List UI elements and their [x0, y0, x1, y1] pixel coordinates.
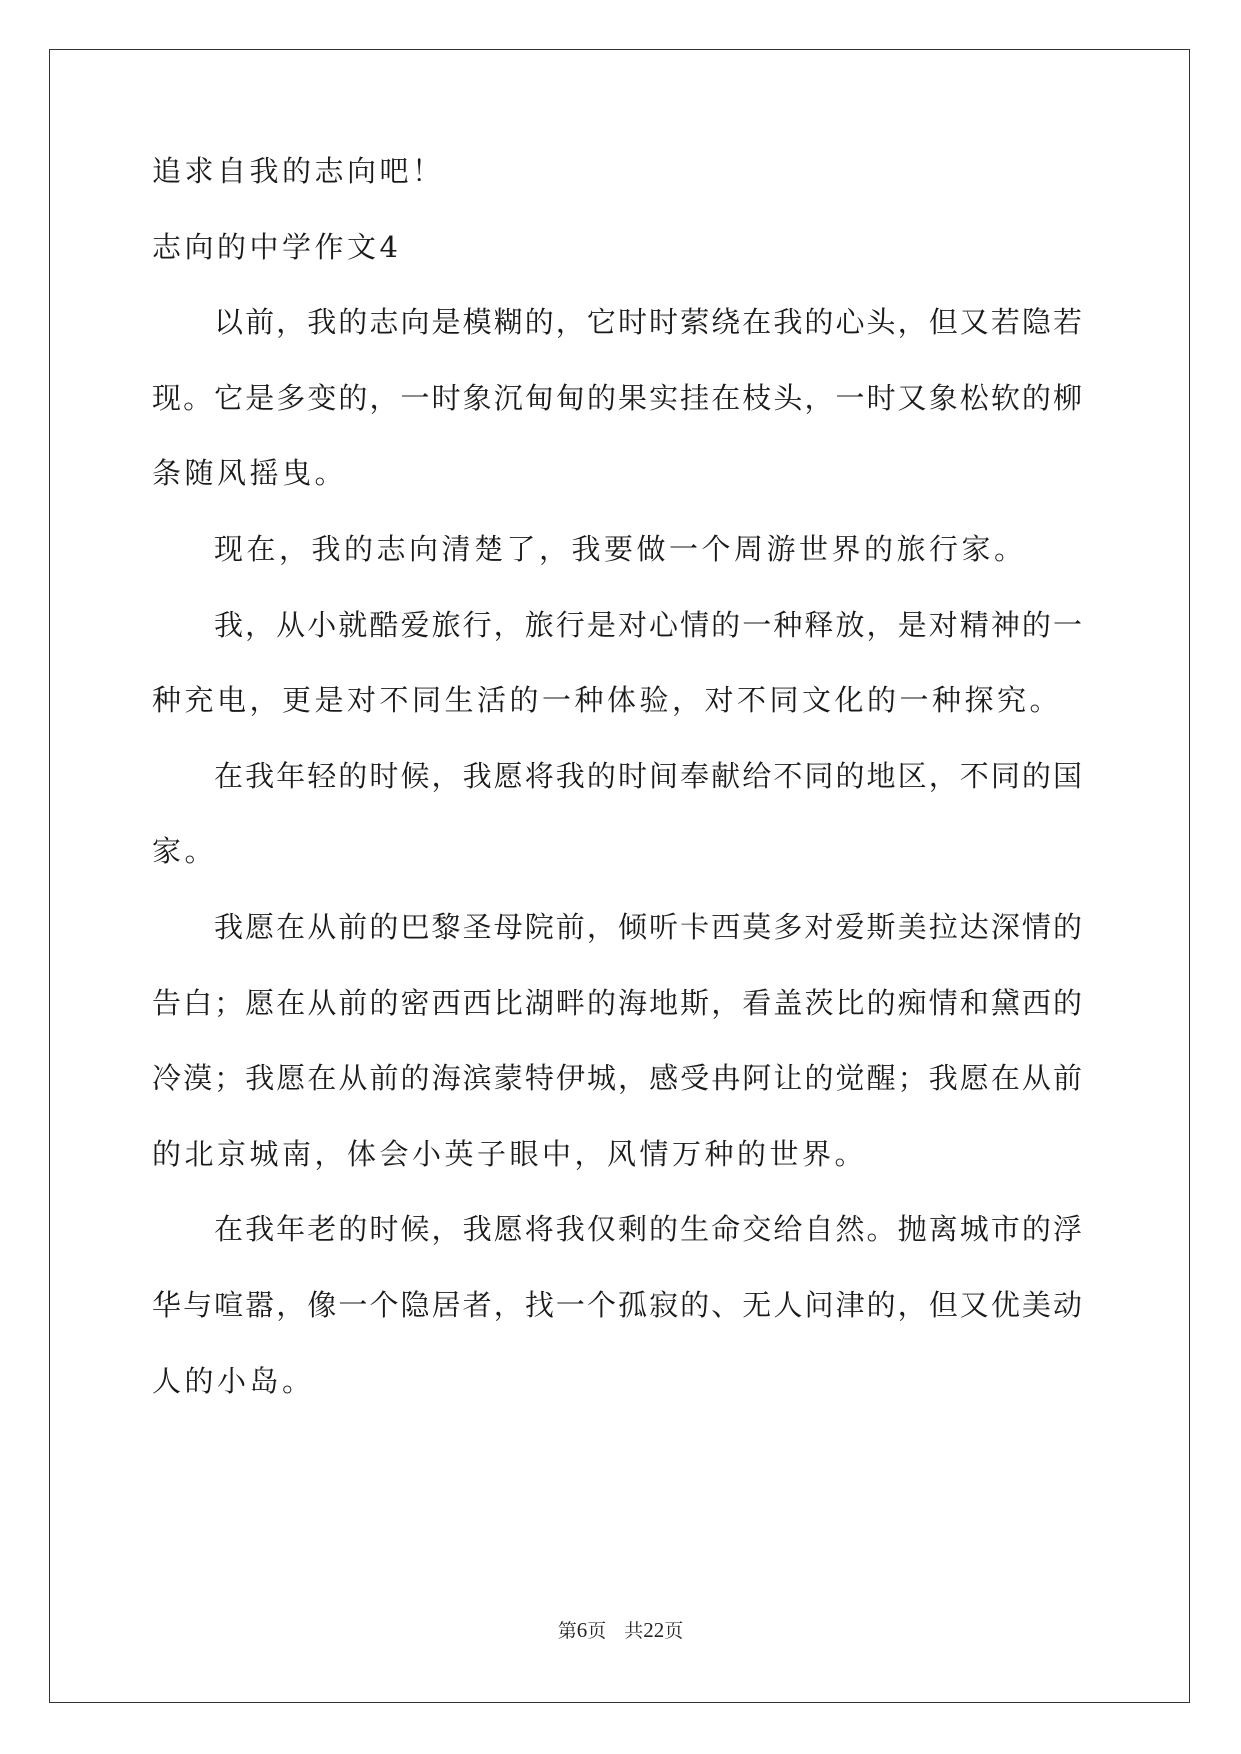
paragraph-1-line-1: 以前，我的志向是模糊的，它时时萦绕在我的心头，但又若隐若 [214, 305, 1082, 339]
paragraph-6-line-2: 华与喧嚣，像一个隐居者，找一个孤寂的、无人问津的，但又优美动 [152, 1288, 1082, 1322]
paragraph-2-line-1: 现在，我的志向清楚了，我要做一个周游世界的旅行家。 [214, 532, 1027, 566]
section-heading: 志向的中学作文4 [152, 230, 402, 264]
page-suffix: 页 [587, 1620, 607, 1642]
text-line-closing: 追求自我的志向吧！ [152, 154, 445, 188]
paragraph-1-line-3: 条随风摇曳。 [152, 456, 348, 490]
page-prefix: 第 [557, 1620, 577, 1642]
paragraph-4-line-1: 在我年轻的时候，我愿将我的时间奉献给不同的地区，不同的国 [214, 759, 1082, 793]
page-footer [0, 1618, 1241, 1643]
paragraph-4-line-2: 家。 [152, 834, 218, 868]
current-page-number: 6 [576, 1618, 588, 1642]
paragraph-5-line-4: 的北京城南，体会小英子眼中，风情万种的世界。 [152, 1137, 868, 1171]
page-frame [49, 49, 1190, 1703]
total-prefix: 共 [624, 1620, 644, 1642]
paragraph-5-line-1: 我愿在从前的巴黎圣母院前，倾听卡西莫多对爱斯美拉达深情的 [214, 910, 1082, 944]
paragraph-5-line-2: 告白；愿在从前的密西西比湖畔的海地斯，看盖茨比的痴情和黛西的 [152, 986, 1082, 1020]
total-page-count: 22 [643, 1618, 665, 1642]
paragraph-6-line-3: 人的小岛。 [152, 1364, 315, 1398]
paragraph-3-line-1: 我，从小就酷爱旅行，旅行是对心情的一种释放，是对精神的一 [214, 608, 1082, 642]
paragraph-5-line-3: 冷漠；我愿在从前的海滨蒙特伊城，感受冉阿让的觉醒；我愿在从前 [152, 1061, 1082, 1095]
total-suffix: 页 [664, 1620, 684, 1642]
paragraph-3-line-2: 种充电，更是对不同生活的一种体验，对不同文化的一种探究。 [152, 683, 1063, 717]
paragraph-1-line-2: 现。它是多变的，一时象沉甸甸的果实挂在枝头，一时又象松软的柳 [152, 381, 1082, 415]
paragraph-6-line-1: 在我年老的时候，我愿将我仅剩的生命交给自然。抛离城市的浮 [214, 1212, 1082, 1246]
